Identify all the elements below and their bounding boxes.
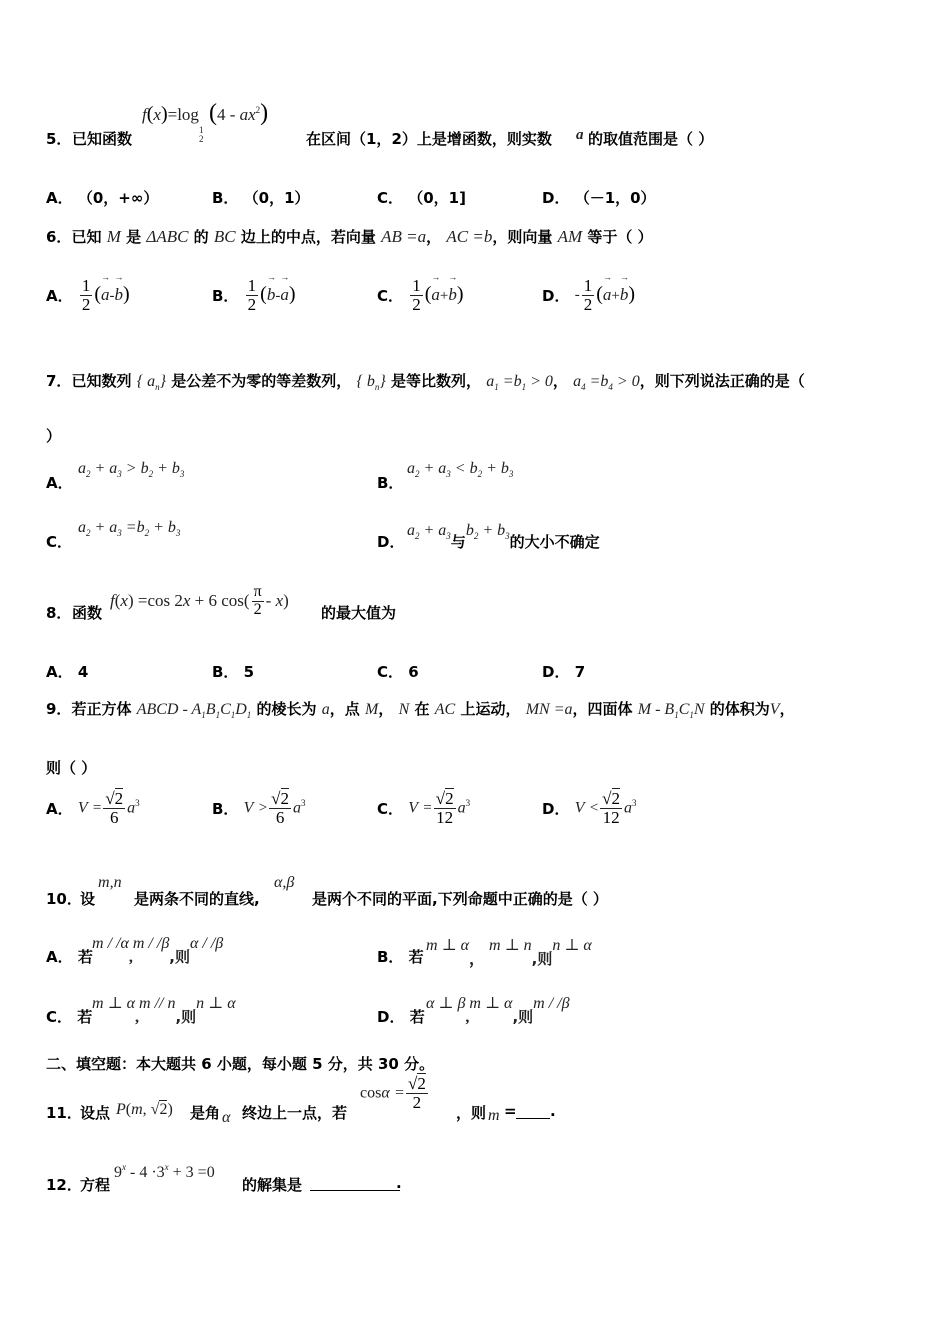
q12-equation: $9^x - 4 \cdot 3^x + 3 =0$ [114,1162,215,1181]
q12-text: 的解集是 [242,1176,303,1194]
q8-number: 8． [46,604,72,622]
q6-text: ， [426,228,442,246]
q7-option-b-label[interactable]: B． [377,474,404,492]
q9-stem-cont [46,757,930,777]
q10-planes: α,β [274,874,295,891]
q9-number: 9． [46,700,72,718]
q5-text-post2: 的取值范围是（ ） [588,130,714,148]
q7-option-a-label[interactable]: A． [46,474,73,492]
q10-option-a[interactable]: A． 若 [46,948,93,966]
q6-text: 等于（ ） [587,228,653,246]
q7-text: ） [46,427,62,445]
q11-angle-alpha: α [222,1109,231,1126]
q10-lines-mn: m,n [98,874,122,891]
q7-option-d[interactable]: $a_2 + a_3$与$b_2 + b_3$的大小不确定 [407,522,600,551]
q7-text: 已知数列 [71,372,132,390]
q5-number: 5． [46,130,72,148]
q11-answer-blank[interactable] [516,1118,550,1119]
q6-text: 边上的中点，若向量 [240,228,376,246]
q11-var-m: m [488,1107,500,1124]
q8-option-c[interactable]: C． 6 [377,663,419,681]
q6-option-b[interactable]: B． $\frac{1}{2}$ (→ b-→ a) [212,277,296,314]
q9-cube: ABCD - $A_1B_1C_1D_1$ [136,701,252,720]
q9-tetra: M - $B_1C_1N$ [637,701,705,720]
q8-option-a[interactable]: A． 4 [46,663,89,681]
q9-text: 在 [414,700,430,718]
q11-text: = [504,1102,517,1120]
q7-number: 7． [46,372,72,390]
q7-seq-b: { $b_n$} [356,373,386,392]
q6-options [46,277,930,329]
q7-stem-cont [46,425,930,445]
q8-stem [46,580,930,624]
q6-option-a[interactable]: A． $\frac{1}{2}$ (→ a-→ b) [46,277,130,314]
q10-options-row2 [46,992,930,1026]
q6-text: 已知 [71,228,102,246]
q11-text: 终边上一点，若 [242,1104,348,1122]
q9-text: ， [378,700,394,718]
q10-options-row1 [46,932,930,966]
q6-stem [46,226,930,252]
q7-options-row1 [46,460,930,490]
q5-option-c[interactable]: C． （0，1] [377,189,466,207]
q8-text: 的最大值为 [321,604,397,622]
q7-cond-2: $a_4 =b_4 > 0$ [573,373,640,392]
q6-text: 是 [126,228,142,246]
q9-option-b[interactable]: B． V > $\frac{√2}{6}$ $a^3$ [212,789,306,827]
q6-side-bc: BC [213,227,236,246]
q9-point-m: M [365,701,379,718]
q11-stem [46,1075,930,1129]
q9-stem [46,698,930,724]
q6-text: 的 [193,228,209,246]
section-2-title: 二、填空题：本大题共 6 小题，每小题 5 分，共 30 分。 [46,1055,435,1073]
q5-text-pre: 已知函数 [72,130,133,148]
q7-option-b[interactable]: $a_2 + a_3 < b_2 + b_3$ [407,460,514,479]
q10-option-b-formula: m ⊥ α， m ⊥ n,则n ⊥ α [426,937,592,968]
q10-option-c[interactable]: C． 若 [46,1008,93,1026]
q10-option-c-formula: m ⊥ α,m // n,则n ⊥ α [92,995,236,1026]
q11-point-p: P(m, √2) [116,1101,173,1118]
q7-stem [46,370,930,396]
q8-options [46,661,930,683]
q6-option-c[interactable]: C． $\frac{1}{2}$ (→ a+→ b) [377,277,464,314]
q6-number: 6． [46,228,72,246]
q8-option-b[interactable]: B． 5 [212,663,255,681]
q10-option-b[interactable]: B． 若 [377,948,424,966]
q6-triangle: ΔABC [146,227,189,246]
q6-vec-ab: AB =a [381,227,427,246]
q9-text: ，四面体 [572,700,633,718]
q10-option-d-formula: α ⊥ β,m ⊥ α,则m / /β [426,995,570,1026]
q9-text: ， [779,700,795,718]
q9-options [46,790,930,842]
q8-option-d[interactable]: D． 7 [542,663,586,681]
q6-text: ，则向量 [492,228,553,246]
q6-option-d[interactable]: D． - $\frac{1}{2}$ (→ a+→ b) [542,277,635,314]
q9-mn: MN =a [525,701,573,718]
q7-text: ，则下列说法正确的是（ [639,372,805,390]
q12-text: 方程 [80,1176,111,1194]
q10-text: 设 [80,890,96,908]
q12-answer-blank[interactable] [310,1190,400,1191]
q7-seq-a: { $a_n$} [136,373,166,392]
q9-text: 的体积为 [709,700,770,718]
q7-options-row2 [46,519,930,549]
q6-vec-ac: AC =b [446,227,493,246]
q7-cond-1: $a_1 =b_1 > 0$ [486,373,553,392]
q9-point-n: N [398,701,410,718]
q10-option-d[interactable]: D． 若 [377,1008,425,1026]
q9-option-a[interactable]: A． V = $\frac{√2}{6}$ $a^3$ [46,789,140,827]
q10-stem [46,872,930,906]
q7-text: 是等比数列， [391,372,482,390]
q7-option-c[interactable]: $a_2 + a_3 =b_2 + b_3$ [78,519,181,538]
q8-formula: f(x) =cos 2x + 6 cos( $\frac{\pi}{2}$ - x) [110,583,289,618]
q7-text: 是公差不为零的等差数列， [171,372,352,390]
q5-option-b[interactable]: B． （0，1） [212,189,310,207]
q9-text: ，点 [329,700,360,718]
q5-formula: f(x)=log 1 2 $(4 - ax^2)$ [142,100,269,144]
q11-text: 设点 [80,1104,111,1122]
q9-text: 上运动， [460,700,521,718]
q7-option-a[interactable]: $a_2 + a_3 > b_2 + b_3$ [78,460,185,479]
q10-number: 10． [46,890,82,908]
q9-edge-a: a [321,701,330,718]
q10-text: 是两个不同的平面,下列命题中正确的是（ ） [312,890,608,908]
q9-text: 则（ ） [46,759,97,777]
q11-cos-formula: cosα = $\frac{√2}{2}$ [360,1074,426,1112]
q11-text: 是角 [190,1104,221,1122]
q5-option-a[interactable]: A． （0，+∞） [46,189,159,207]
q9-text: 若正方体 [71,700,132,718]
q11-text: ，则 [456,1104,487,1122]
q7-option-c-label[interactable]: C． [46,533,73,551]
q9-option-d[interactable]: D． V < $\frac{√2}{12}$ $a^3$ [542,789,637,827]
q9-diag-ac: AC [434,701,456,718]
q6-point-m: M [106,227,121,246]
q9-option-c[interactable]: C． V = $\frac{√2}{12}$ $a^3$ [377,789,471,827]
q8-text: 函数 [72,604,103,622]
q5-options [46,187,930,209]
q12-stem [46,1162,930,1194]
q9-volume-v: V [769,701,780,718]
q7-option-d-label[interactable]: D． [377,533,405,551]
q7-text: ， [552,372,568,390]
q5-option-d[interactable]: D． （－1，0） [542,189,656,207]
q5-stem [46,100,930,150]
q11-text: . [550,1102,556,1120]
q5-text-post: 在区间（1，2）上是增函数，则实数 [306,130,552,148]
q9-text: 的棱长为 [256,700,317,718]
q10-text: 是两条不同的直线, [134,890,260,908]
q12-number: 12． [46,1176,82,1194]
q10-option-a-formula: m / /α,m / /β,则α / /β [92,935,224,966]
q12-text: . [396,1174,402,1192]
q6-vec-am: AM [557,227,583,246]
q5-var-a: a [576,127,584,143]
q11-number: 11． [46,1104,82,1122]
